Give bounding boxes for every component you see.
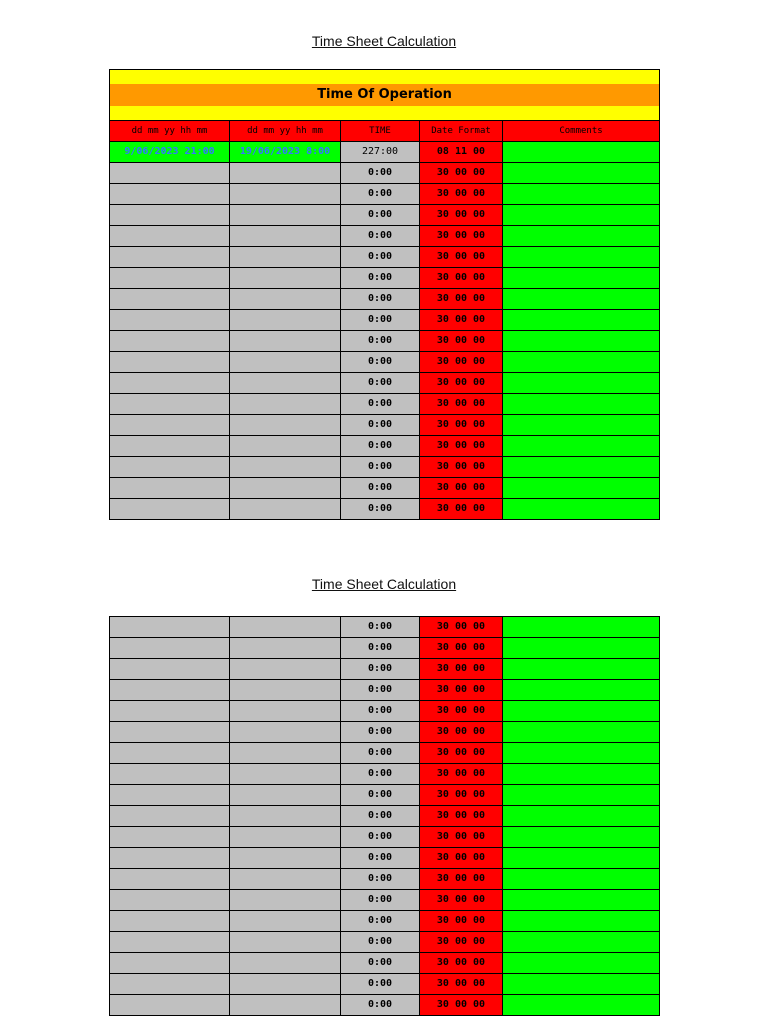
comment-cell[interactable] — [503, 890, 660, 911]
end-cell[interactable] — [230, 352, 341, 373]
time-cell[interactable]: 227:00 — [341, 142, 420, 163]
start-cell[interactable] — [110, 457, 230, 478]
time-cell[interactable]: 0:00 — [341, 457, 420, 478]
format-cell[interactable]: 30 00 00 — [420, 659, 503, 680]
end-cell[interactable] — [230, 457, 341, 478]
header-end: dd mm yy hh mm — [230, 121, 341, 142]
time-cell[interactable]: 0:00 — [341, 205, 420, 226]
end-cell[interactable] — [230, 331, 341, 352]
format-cell[interactable]: 30 00 00 — [420, 869, 503, 890]
start-cell[interactable] — [110, 205, 230, 226]
start-cell[interactable] — [110, 415, 230, 436]
end-cell[interactable] — [230, 701, 341, 722]
format-cell[interactable]: 30 00 00 — [420, 478, 503, 499]
comment-cell[interactable] — [503, 163, 660, 184]
format-cell[interactable]: 30 00 00 — [420, 457, 503, 478]
time-cell[interactable]: 0:00 — [341, 974, 420, 995]
format-cell[interactable]: 30 00 00 — [420, 310, 503, 331]
banner-top-stripe — [110, 70, 659, 84]
end-cell[interactable] — [230, 247, 341, 268]
header-comments: Comments — [503, 121, 660, 142]
end-cell[interactable] — [230, 163, 341, 184]
start-cell[interactable] — [110, 331, 230, 352]
table-row — [110, 394, 660, 415]
end-cell[interactable] — [230, 890, 341, 911]
comment-cell[interactable] — [503, 617, 660, 638]
end-cell[interactable] — [230, 184, 341, 205]
end-cell[interactable] — [230, 499, 341, 520]
start-cell[interactable] — [110, 869, 230, 890]
start-cell[interactable] — [110, 373, 230, 394]
start-cell[interactable] — [110, 394, 230, 415]
time-cell[interactable]: 0:00 — [341, 911, 420, 932]
start-cell[interactable] — [110, 226, 230, 247]
time-cell[interactable]: 0:00 — [341, 722, 420, 743]
table-row — [110, 163, 660, 184]
table-row — [110, 289, 660, 310]
header-date-format: Date Format — [420, 121, 503, 142]
format-cell[interactable]: 30 00 00 — [420, 806, 503, 827]
comment-cell[interactable] — [503, 436, 660, 457]
comment-cell[interactable] — [503, 499, 660, 520]
comment-cell[interactable] — [503, 331, 660, 352]
comment-cell[interactable] — [503, 764, 660, 785]
comment-cell[interactable] — [503, 785, 660, 806]
table-row — [110, 722, 660, 743]
comment-cell[interactable] — [503, 394, 660, 415]
end-cell[interactable] — [230, 226, 341, 247]
format-cell[interactable]: 30 00 00 — [420, 974, 503, 995]
table-row — [110, 806, 660, 827]
start-cell[interactable] — [110, 478, 230, 499]
time-cell[interactable]: 0:00 — [341, 289, 420, 310]
end-cell[interactable] — [230, 310, 341, 331]
time-cell[interactable]: 0:00 — [341, 743, 420, 764]
start-cell[interactable] — [110, 743, 230, 764]
time-cell[interactable]: 0:00 — [341, 932, 420, 953]
comment-cell[interactable] — [503, 659, 660, 680]
table-row — [110, 436, 660, 457]
comment-cell[interactable] — [503, 953, 660, 974]
table-row — [110, 848, 660, 869]
comment-cell[interactable] — [503, 352, 660, 373]
end-cell[interactable] — [230, 394, 341, 415]
time-cell[interactable]: 0:00 — [341, 701, 420, 722]
time-cell[interactable]: 0:00 — [341, 310, 420, 331]
time-cell[interactable]: 0:00 — [341, 995, 420, 1016]
start-cell[interactable] — [110, 827, 230, 848]
time-cell[interactable]: 0:00 — [341, 659, 420, 680]
comment-cell[interactable] — [503, 247, 660, 268]
comment-cell[interactable] — [503, 995, 660, 1016]
comment-cell[interactable] — [503, 911, 660, 932]
start-cell[interactable] — [110, 163, 230, 184]
time-cell[interactable]: 0:00 — [341, 163, 420, 184]
table-row — [110, 785, 660, 806]
time-cell[interactable]: 0:00 — [341, 764, 420, 785]
comment-cell[interactable] — [503, 743, 660, 764]
end-cell[interactable] — [230, 436, 341, 457]
start-cell[interactable] — [110, 848, 230, 869]
end-cell[interactable] — [230, 289, 341, 310]
start-cell[interactable] — [110, 722, 230, 743]
comment-cell[interactable] — [503, 722, 660, 743]
end-cell[interactable] — [230, 680, 341, 701]
banner-title: Time Of Operation — [110, 84, 659, 106]
end-cell[interactable] — [230, 785, 341, 806]
format-cell[interactable]: 30 00 00 — [420, 352, 503, 373]
table-row — [110, 911, 660, 932]
start-cell[interactable] — [110, 247, 230, 268]
format-cell[interactable]: 30 00 00 — [420, 848, 503, 869]
time-cell[interactable]: 0:00 — [341, 331, 420, 352]
end-cell[interactable] — [230, 659, 341, 680]
time-cell[interactable]: 0:00 — [341, 617, 420, 638]
time-cell[interactable]: 0:00 — [341, 638, 420, 659]
table-row — [110, 499, 660, 520]
format-cell[interactable]: 30 00 00 — [420, 827, 503, 848]
banner — [110, 70, 660, 121]
start-cell[interactable] — [110, 499, 230, 520]
start-cell[interactable] — [110, 617, 230, 638]
time-cell[interactable]: 0:00 — [341, 247, 420, 268]
format-cell[interactable]: 30 00 00 — [420, 932, 503, 953]
time-cell[interactable]: 0:00 — [341, 394, 420, 415]
time-cell[interactable]: 0:00 — [341, 436, 420, 457]
comment-cell[interactable] — [503, 806, 660, 827]
table-row — [110, 743, 660, 764]
format-cell[interactable]: 30 00 00 — [420, 331, 503, 352]
start-cell[interactable] — [110, 680, 230, 701]
end-cell[interactable] — [230, 974, 341, 995]
start-cell[interactable] — [110, 890, 230, 911]
format-cell[interactable]: 30 00 00 — [420, 785, 503, 806]
end-cell[interactable] — [230, 932, 341, 953]
table-row — [110, 974, 660, 995]
table-row — [110, 310, 660, 331]
format-cell[interactable]: 30 00 00 — [420, 764, 503, 785]
format-cell[interactable]: 30 00 00 — [420, 680, 503, 701]
start-cell[interactable] — [110, 974, 230, 995]
start-cell[interactable] — [110, 352, 230, 373]
table-row — [110, 659, 660, 680]
table-row — [110, 247, 660, 268]
comment-cell[interactable] — [503, 184, 660, 205]
start-cell[interactable] — [110, 436, 230, 457]
table-row — [110, 268, 660, 289]
format-cell[interactable]: 30 00 00 — [420, 617, 503, 638]
table-row — [110, 764, 660, 785]
format-cell[interactable]: 30 00 00 — [420, 268, 503, 289]
table-row — [110, 184, 660, 205]
end-cell[interactable] — [230, 415, 341, 436]
comment-cell[interactable] — [503, 701, 660, 722]
table-row — [110, 932, 660, 953]
time-cell[interactable]: 0:00 — [341, 848, 420, 869]
comment-cell[interactable] — [503, 478, 660, 499]
format-cell[interactable]: 30 00 00 — [420, 499, 503, 520]
time-cell[interactable]: 0:00 — [341, 352, 420, 373]
start-cell[interactable] — [110, 310, 230, 331]
end-cell[interactable] — [230, 869, 341, 890]
table-row — [110, 701, 660, 722]
table-row — [110, 226, 660, 247]
end-cell[interactable] — [230, 722, 341, 743]
end-value: 19/06/2023 8:00 — [239, 146, 331, 157]
comment-cell[interactable] — [503, 869, 660, 890]
comment-cell[interactable] — [503, 142, 660, 163]
table-row — [110, 142, 660, 163]
end-cell[interactable] — [230, 848, 341, 869]
table-row — [110, 617, 660, 638]
format-cell[interactable]: 30 00 00 — [420, 638, 503, 659]
table-row — [110, 415, 660, 436]
start-cell[interactable] — [110, 142, 230, 163]
end-cell[interactable] — [230, 743, 341, 764]
table-row — [110, 352, 660, 373]
end-cell[interactable] — [230, 995, 341, 1016]
start-cell[interactable] — [110, 995, 230, 1016]
comment-cell[interactable] — [503, 457, 660, 478]
time-cell[interactable]: 0:00 — [341, 890, 420, 911]
header-row — [110, 121, 660, 142]
comment-cell[interactable] — [503, 932, 660, 953]
table-row — [110, 457, 660, 478]
table-row — [110, 205, 660, 226]
comment-cell[interactable] — [503, 373, 660, 394]
end-cell[interactable] — [230, 764, 341, 785]
format-cell[interactable]: 30 00 00 — [420, 911, 503, 932]
start-cell[interactable] — [110, 268, 230, 289]
header-start: dd mm yy hh mm — [110, 121, 230, 142]
table-row — [110, 373, 660, 394]
format-cell[interactable]: 30 00 00 — [420, 436, 503, 457]
time-cell[interactable]: 0:00 — [341, 415, 420, 436]
time-cell[interactable]: 0:00 — [341, 785, 420, 806]
time-cell[interactable]: 0:00 — [341, 680, 420, 701]
format-cell[interactable]: 30 00 00 — [420, 701, 503, 722]
format-cell[interactable]: 30 00 00 — [420, 226, 503, 247]
end-cell[interactable] — [230, 268, 341, 289]
table-row — [110, 890, 660, 911]
start-cell[interactable] — [110, 638, 230, 659]
time-cell[interactable]: 0:00 — [341, 869, 420, 890]
comment-cell[interactable] — [503, 827, 660, 848]
end-cell[interactable] — [230, 806, 341, 827]
format-cell[interactable]: 30 00 00 — [420, 373, 503, 394]
format-cell[interactable]: 30 00 00 — [420, 722, 503, 743]
time-cell[interactable]: 0:00 — [341, 268, 420, 289]
page-title-1: Time Sheet Calculation — [311, 33, 457, 49]
time-cell[interactable]: 0:00 — [341, 226, 420, 247]
timesheet-table-2 — [109, 616, 660, 1016]
time-cell[interactable]: 0:00 — [341, 499, 420, 520]
end-cell[interactable] — [230, 953, 341, 974]
format-cell[interactable]: 30 00 00 — [420, 163, 503, 184]
table-row — [110, 478, 660, 499]
format-cell[interactable]: 30 00 00 — [420, 184, 503, 205]
comment-cell[interactable] — [503, 226, 660, 247]
banner-bottom-stripe — [110, 106, 659, 120]
format-cell[interactable]: 30 00 00 — [420, 415, 503, 436]
start-cell[interactable] — [110, 289, 230, 310]
format-cell[interactable]: 08 11 00 — [420, 142, 503, 163]
start-cell[interactable] — [110, 701, 230, 722]
header-time: TIME — [341, 121, 420, 142]
format-cell[interactable]: 30 00 00 — [420, 743, 503, 764]
table-row — [110, 680, 660, 701]
comment-cell[interactable] — [503, 415, 660, 436]
end-cell[interactable] — [230, 617, 341, 638]
time-cell[interactable]: 0:00 — [341, 827, 420, 848]
comment-cell[interactable] — [503, 289, 660, 310]
timesheet-table-1 — [109, 69, 660, 520]
end-cell[interactable] — [230, 205, 341, 226]
table-row — [110, 995, 660, 1016]
comment-cell[interactable] — [503, 680, 660, 701]
start-value: 9/06/2023 21:00 — [124, 146, 215, 157]
start-cell[interactable] — [110, 806, 230, 827]
end-cell[interactable] — [230, 478, 341, 499]
end-cell[interactable] — [230, 911, 341, 932]
table-row — [110, 953, 660, 974]
table-row — [110, 331, 660, 352]
end-cell[interactable] — [230, 638, 341, 659]
table-row — [110, 638, 660, 659]
time-cell[interactable]: 0:00 — [341, 184, 420, 205]
format-cell[interactable]: 30 00 00 — [420, 890, 503, 911]
comment-cell[interactable] — [503, 974, 660, 995]
end-cell[interactable] — [230, 827, 341, 848]
format-cell[interactable]: 30 00 00 — [420, 289, 503, 310]
format-cell[interactable]: 30 00 00 — [420, 394, 503, 415]
start-cell[interactable] — [110, 932, 230, 953]
page-title-2: Time Sheet Calculation — [311, 576, 457, 592]
comment-cell[interactable] — [503, 205, 660, 226]
format-cell[interactable]: 30 00 00 — [420, 247, 503, 268]
time-cell[interactable]: 0:00 — [341, 373, 420, 394]
comment-cell[interactable] — [503, 268, 660, 289]
start-cell[interactable] — [110, 785, 230, 806]
end-cell[interactable] — [230, 142, 341, 163]
time-cell[interactable]: 0:00 — [341, 806, 420, 827]
table-row — [110, 827, 660, 848]
start-cell[interactable] — [110, 911, 230, 932]
format-cell[interactable]: 30 00 00 — [420, 995, 503, 1016]
start-cell[interactable] — [110, 184, 230, 205]
start-cell[interactable] — [110, 953, 230, 974]
end-cell[interactable] — [230, 373, 341, 394]
comment-cell[interactable] — [503, 848, 660, 869]
format-cell[interactable]: 30 00 00 — [420, 953, 503, 974]
time-cell[interactable]: 0:00 — [341, 478, 420, 499]
comment-cell[interactable] — [503, 638, 660, 659]
format-cell[interactable]: 30 00 00 — [420, 205, 503, 226]
comment-cell[interactable] — [503, 310, 660, 331]
time-cell[interactable]: 0:00 — [341, 953, 420, 974]
table-row — [110, 869, 660, 890]
start-cell[interactable] — [110, 659, 230, 680]
start-cell[interactable] — [110, 764, 230, 785]
